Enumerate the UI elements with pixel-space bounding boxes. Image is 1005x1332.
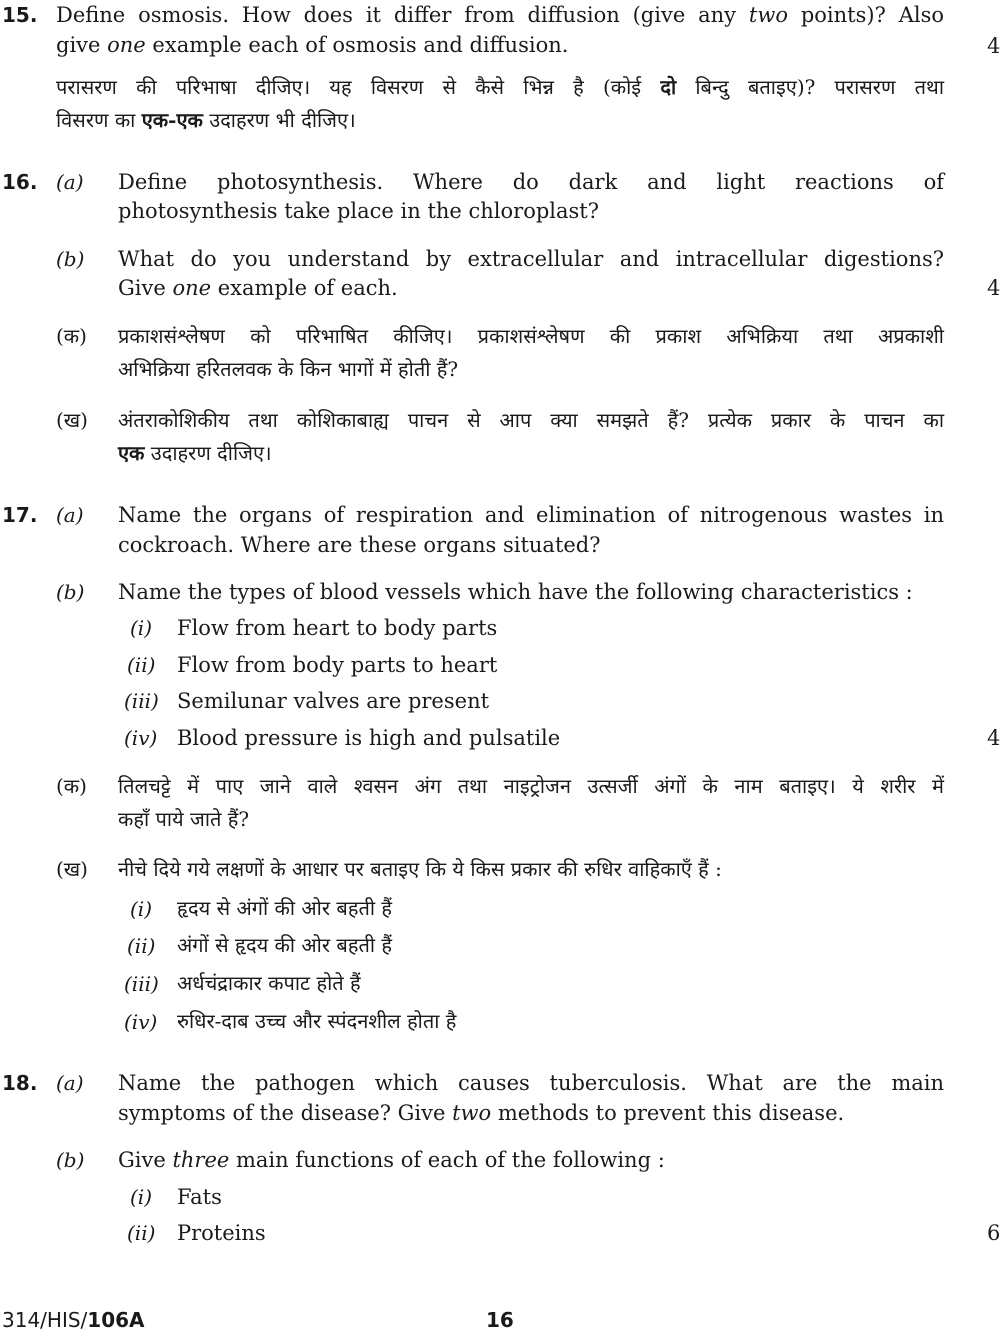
- q17-part-a-line-2: cockroach. Where are these organs situated?: [118, 533, 601, 557]
- q17-hindi-kha-line-1: नीचे दिये गये लक्षणों के आधार पर बताइए कि ये किस प्रकार की रुधिर वाहिकाएँ हैं :: [118, 857, 722, 881]
- q15-english-line-2: give one example each of osmosis and diffusion.: [56, 33, 569, 57]
- q17-item-label: (ii): [127, 653, 156, 677]
- q17-hindi-item-text: रुधिर-दाब उच्च और स्पंदनशील होता है: [177, 1009, 457, 1033]
- q16-hindi-ka-line-1: प्रकाशसंश्लेषण को परिभाषित कीजिए। प्रकाशसंश्लेषण की प्रकाश अभिक्रिया तथा अप्रकाशी: [118, 324, 944, 348]
- q18-item-label: (ii): [127, 1221, 156, 1245]
- q17-hindi-item-text: अंगों से हृदय की ओर बहती हैं: [177, 933, 393, 957]
- q16-part-b-line-1: What do you understand by extracellular and intracellular digestions?: [118, 247, 944, 271]
- q16-hindi-ka-line-2: अभिक्रिया हरितलवक के किन भागों में होती हैं?: [118, 357, 459, 381]
- q17-hindi-item-label: (i): [130, 897, 153, 921]
- q17-part-a-label: (a): [56, 503, 84, 527]
- q17-item-text: Flow from heart to body parts: [177, 616, 498, 640]
- question-number-18: 18.: [2, 1071, 38, 1095]
- question-number-16: 16.: [2, 170, 38, 194]
- q17-item-text: Flow from body parts to heart: [177, 653, 498, 677]
- q17-marks: 4: [987, 726, 1001, 750]
- q16-hindi-kha-line-1: अंतराकोशिकीय तथा कोशिकाबाह्य पाचन से आप क्या समझते हैं? प्रत्येक प्रकार के पाचन का: [118, 408, 944, 432]
- q18-part-a-line-2: symptoms of the disease? Give two methods to prevent this disease.: [118, 1101, 845, 1125]
- q18-part-b-label: (b): [56, 1148, 85, 1172]
- q17-item-text: Semilunar valves are present: [177, 689, 490, 713]
- q18-item-label: (i): [130, 1185, 153, 1209]
- q17-item-label: (i): [130, 616, 153, 640]
- q17-hindi-item-label: (iii): [124, 972, 159, 996]
- q15-english-line-1: Define osmosis. How does it differ from diffusion (give any two points)? Also: [56, 3, 944, 27]
- q18-item-text: Proteins: [177, 1221, 266, 1245]
- q16-marks: 4: [987, 276, 1001, 300]
- q17-item-label: (iv): [124, 726, 158, 750]
- q18-marks: 6: [987, 1221, 1001, 1245]
- paper-code: 314/HIS/106A: [2, 1308, 145, 1332]
- q17-item-label: (iii): [124, 689, 159, 713]
- q18-part-a-line-1: Name the pathogen which causes tuberculosis. What are the main: [118, 1071, 944, 1095]
- q17-hindi-kha-label: (ख): [56, 857, 88, 881]
- q17-hindi-ka-line-1: तिलचट्टे में पाए जाने वाले श्वसन अंग तथा नाइट्रोजन उत्सर्जी अंगों के नाम बताइए। ये शरीर में: [118, 774, 944, 798]
- q17-hindi-item-text: हृदय से अंगों की ओर बहती हैं: [177, 896, 393, 920]
- q16-part-a-label: (a): [56, 170, 84, 194]
- q16-part-b-line-2: Give one example of each.: [118, 276, 398, 300]
- q18-part-a-label: (a): [56, 1071, 84, 1095]
- q17-part-b-label: (b): [56, 580, 85, 604]
- q17-part-a-line-1: Name the organs of respiration and elimination of nitrogenous wastes in: [118, 503, 944, 527]
- q17-hindi-item-text: अर्धचंद्राकार कपाट होते हैं: [177, 971, 361, 995]
- q17-hindi-item-label: (iv): [124, 1010, 158, 1034]
- q18-part-b-line-1: Give three main functions of each of the following :: [118, 1148, 665, 1172]
- q15-hindi-line-2: विसरण का एक-एक उदाहरण भी दीजिए।: [56, 108, 356, 132]
- q17-part-b-line-1: Name the types of blood vessels which have the following characteristics :: [118, 580, 913, 604]
- q17-hindi-item-label: (ii): [127, 934, 156, 958]
- q18-item-text: Fats: [177, 1185, 222, 1209]
- question-number-17: 17.: [2, 503, 38, 527]
- q15-hindi-line-1: परासरण की परिभाषा दीजिए। यह विसरण से कैसे भिन्न है (कोई दो बिन्दु बताइए)? परासरण तथा: [56, 75, 944, 99]
- q17-hindi-ka-label: (क): [56, 774, 87, 798]
- q16-hindi-ka-label: (क): [56, 324, 87, 348]
- q17-hindi-ka-line-2: कहाँ पाये जाते हैं?: [118, 807, 250, 831]
- page-number: 16: [486, 1308, 514, 1332]
- question-number-15: 15.: [2, 3, 38, 27]
- q16-hindi-kha-line-2: एक उदाहरण दीजिए।: [118, 441, 272, 465]
- q16-part-b-label: (b): [56, 247, 85, 271]
- q16-hindi-kha-label: (ख): [56, 408, 88, 432]
- q15-marks: 4: [987, 34, 1001, 58]
- q16-part-a-line-2: photosynthesis take place in the chloroplast?: [118, 199, 599, 223]
- q17-item-text: Blood pressure is high and pulsatile: [177, 726, 561, 750]
- q16-part-a-line-1: Define photosynthesis. Where do dark and light reactions of: [118, 170, 944, 194]
